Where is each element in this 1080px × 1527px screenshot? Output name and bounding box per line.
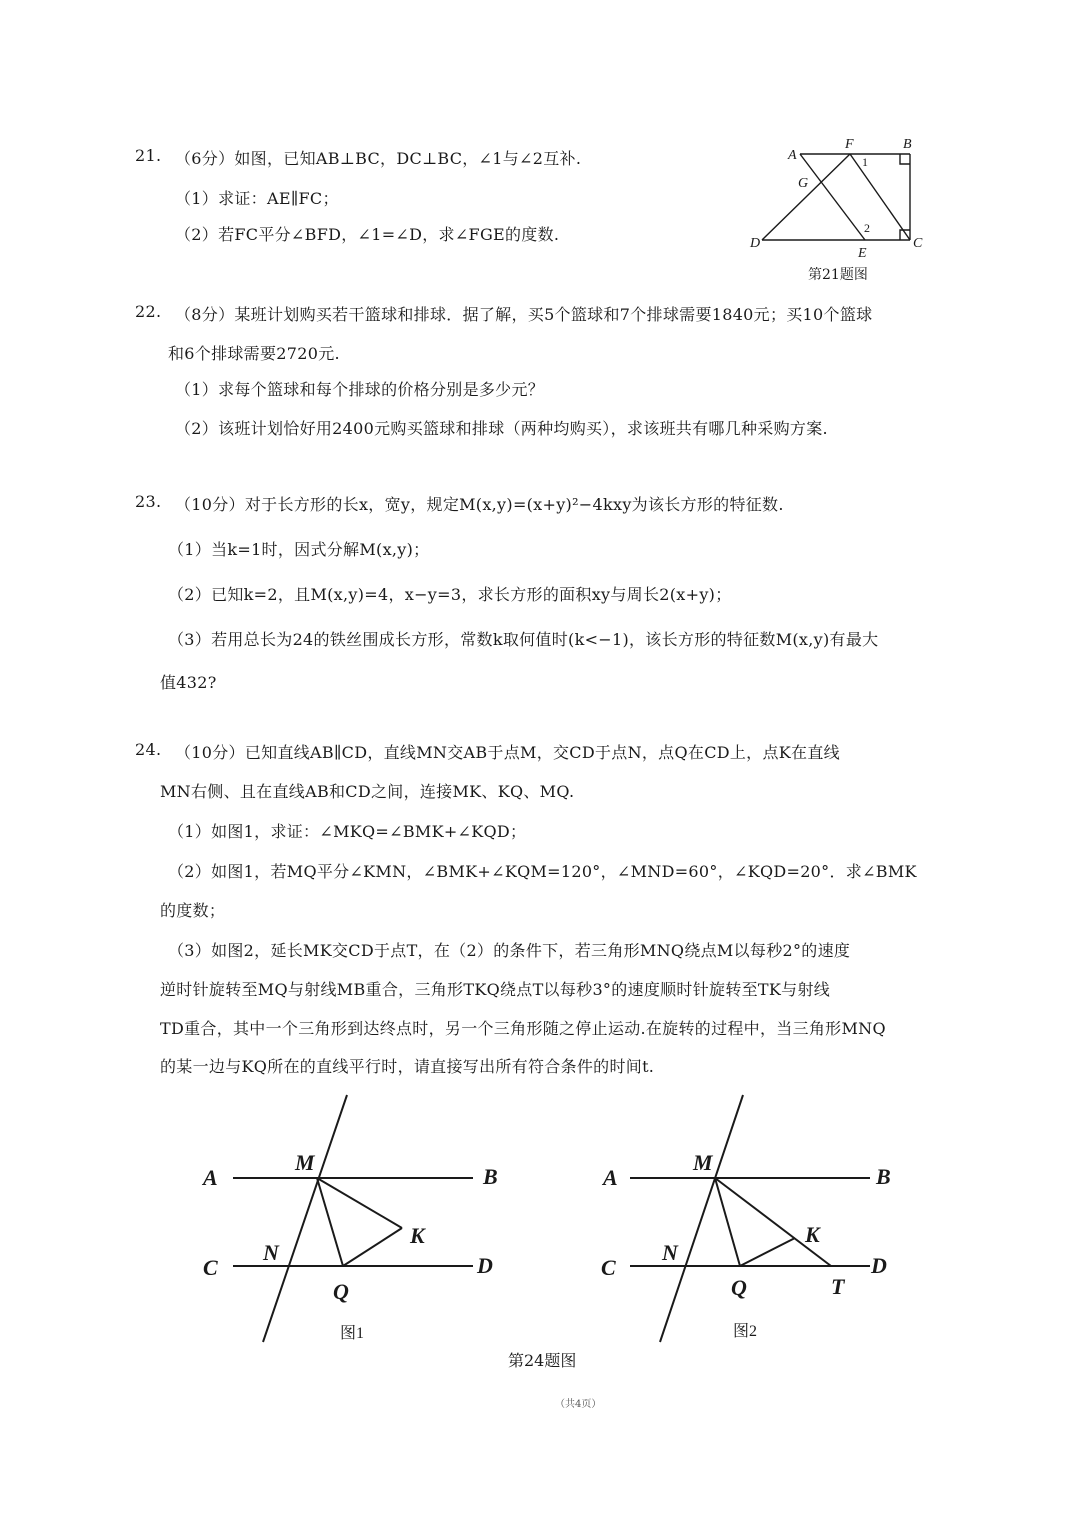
- q23-part3b: 值432?: [160, 673, 217, 692]
- q21-part2: （2）若FC平分∠BFD，∠1=∠D，求∠FGE的度数.: [175, 225, 560, 244]
- q24-figure1: [195, 1090, 515, 1360]
- q24-figure2: [595, 1090, 915, 1360]
- q24-caption: 第24题图: [508, 1351, 577, 1370]
- page-footer: （共4页）: [555, 1399, 602, 1410]
- fig2-label-c: C: [601, 1255, 616, 1280]
- fig2-line-mq: [715, 1178, 740, 1266]
- q23-part2: （2）已知k=2，且M(x,y)=4，x−y=3，求长方形的面积xy与周长2(x+y)；: [168, 585, 732, 604]
- fig2-line-mn: [660, 1095, 743, 1342]
- q22-part1: （1）求每个篮球和每个排球的价格分别是多少元？: [175, 380, 545, 399]
- q21-label-angle1: 1: [862, 155, 868, 169]
- q24-line1: （10分）已知直线AB∥CD，直线MN交AB于点M，交CD于点N，点Q在CD上，点K在直线: [175, 743, 840, 762]
- q21-label-e: E: [858, 246, 867, 261]
- q24-part3a: （3）如图2，延长MK交CD于点T，在（2）的条件下，若三角形MNQ绕点M以每秒2°的速度: [168, 941, 851, 960]
- fig1-label-c: C: [203, 1255, 218, 1280]
- q22-line2: 和6个排球需要2720元.: [168, 344, 340, 363]
- q24-part3c: TD重合，其中一个三角形到达终点时，另一个三角形随之停止运动.在旋转的过程中，当三角形MNQ: [160, 1019, 886, 1038]
- q24-part1: （1）如图1，求证：∠MKQ=∠BMK+∠KQD；: [168, 822, 527, 841]
- fig1-line-mn: [263, 1095, 347, 1342]
- fig2-label-b: B: [876, 1164, 891, 1189]
- q21-line-fc: [850, 154, 910, 240]
- q22-part2: （2）该班计划恰好用2400元购买篮球和排球（两种均购买），求该班共有哪几种采购方案.: [175, 419, 828, 438]
- q21-right-angle-b: [900, 154, 910, 164]
- q22-line1: （8分）某班计划购买若干篮球和排球．据了解，买5个篮球和7个排球需要1840元；买10个篮球: [175, 305, 873, 324]
- fig1-label-a: A: [203, 1165, 218, 1190]
- q23-part3a: （3）若用总长为24的铁丝围成长方形，常数k取何值时(k<−1)，该长方形的特征数M(x,y)有最大: [168, 630, 879, 649]
- fig1-caption: 图1: [340, 1325, 365, 1342]
- q21-label-g: G: [798, 176, 809, 191]
- fig2-label-k: K: [805, 1222, 820, 1247]
- fig2-label-t: T: [831, 1274, 845, 1299]
- q21-label-angle2: 2: [864, 221, 870, 235]
- fig2-line-kq: [740, 1238, 795, 1266]
- q24-part3b: 逆时针旋转至MQ与射线MB重合，三角形TKQ绕点T以每秒3°的速度顺时针旋转至TK与射线: [160, 980, 831, 999]
- q23-number: 23.: [135, 492, 162, 511]
- fig2-label-a: A: [603, 1165, 618, 1190]
- fig1-label-d: D: [477, 1253, 493, 1278]
- q24-number: 24.: [135, 740, 162, 759]
- q21-part1: （1）求证：AE∥FC；: [175, 189, 339, 208]
- q24-line2: MN右侧、且在直线AB和CD之间，连接MK、KQ、MQ.: [160, 782, 575, 801]
- q21-label-a: A: [788, 148, 797, 163]
- q24-part3d: 的某一边与KQ所在的直线平行时，请直接写出所有符合条件的时间t.: [160, 1057, 655, 1076]
- fig1-label-m: M: [295, 1150, 315, 1175]
- fig2-label-n: N: [662, 1240, 678, 1265]
- q21-label-d: D: [750, 236, 761, 251]
- q21-label-c: C: [913, 236, 923, 251]
- q21-figure: [740, 132, 930, 262]
- q23-part1: （1）当k=1时，因式分解M(x,y)；: [168, 540, 430, 559]
- fig1-label-b: B: [483, 1164, 498, 1189]
- q23-stem: （10分）对于长方形的长x，宽y，规定M(x,y)=(x+y)²−4kxy为该长方形的特征数.: [175, 495, 784, 514]
- fig1-label-k: K: [410, 1223, 425, 1248]
- q24-part2b: 的度数；: [160, 901, 226, 920]
- fig2-label-q: Q: [731, 1275, 747, 1300]
- q21-label-f: F: [845, 137, 854, 152]
- q21-stem: （6分）如图，已知AB⊥BC，DC⊥BC，∠1与∠2互补.: [175, 149, 582, 168]
- q21-line-df: [762, 154, 850, 240]
- fig2-caption: 图2: [733, 1323, 758, 1340]
- q21-line-ae: [800, 154, 865, 240]
- fig1-label-q: Q: [333, 1279, 349, 1304]
- q24-part2a: （2）如图1，若MQ平分∠KMN，∠BMK+∠KQM=120°，∠MND=60°，∠KQD=20°．求∠BMK: [168, 862, 917, 881]
- q21-number: 21.: [135, 146, 162, 165]
- fig2-label-d: D: [871, 1253, 887, 1278]
- fig1-label-n: N: [263, 1240, 279, 1265]
- q21-label-b: B: [903, 137, 912, 152]
- q22-number: 22.: [135, 302, 162, 321]
- fig2-label-m: M: [693, 1150, 713, 1175]
- fig1-line-kq: [343, 1228, 402, 1266]
- q21-caption: 第21题图: [808, 267, 868, 283]
